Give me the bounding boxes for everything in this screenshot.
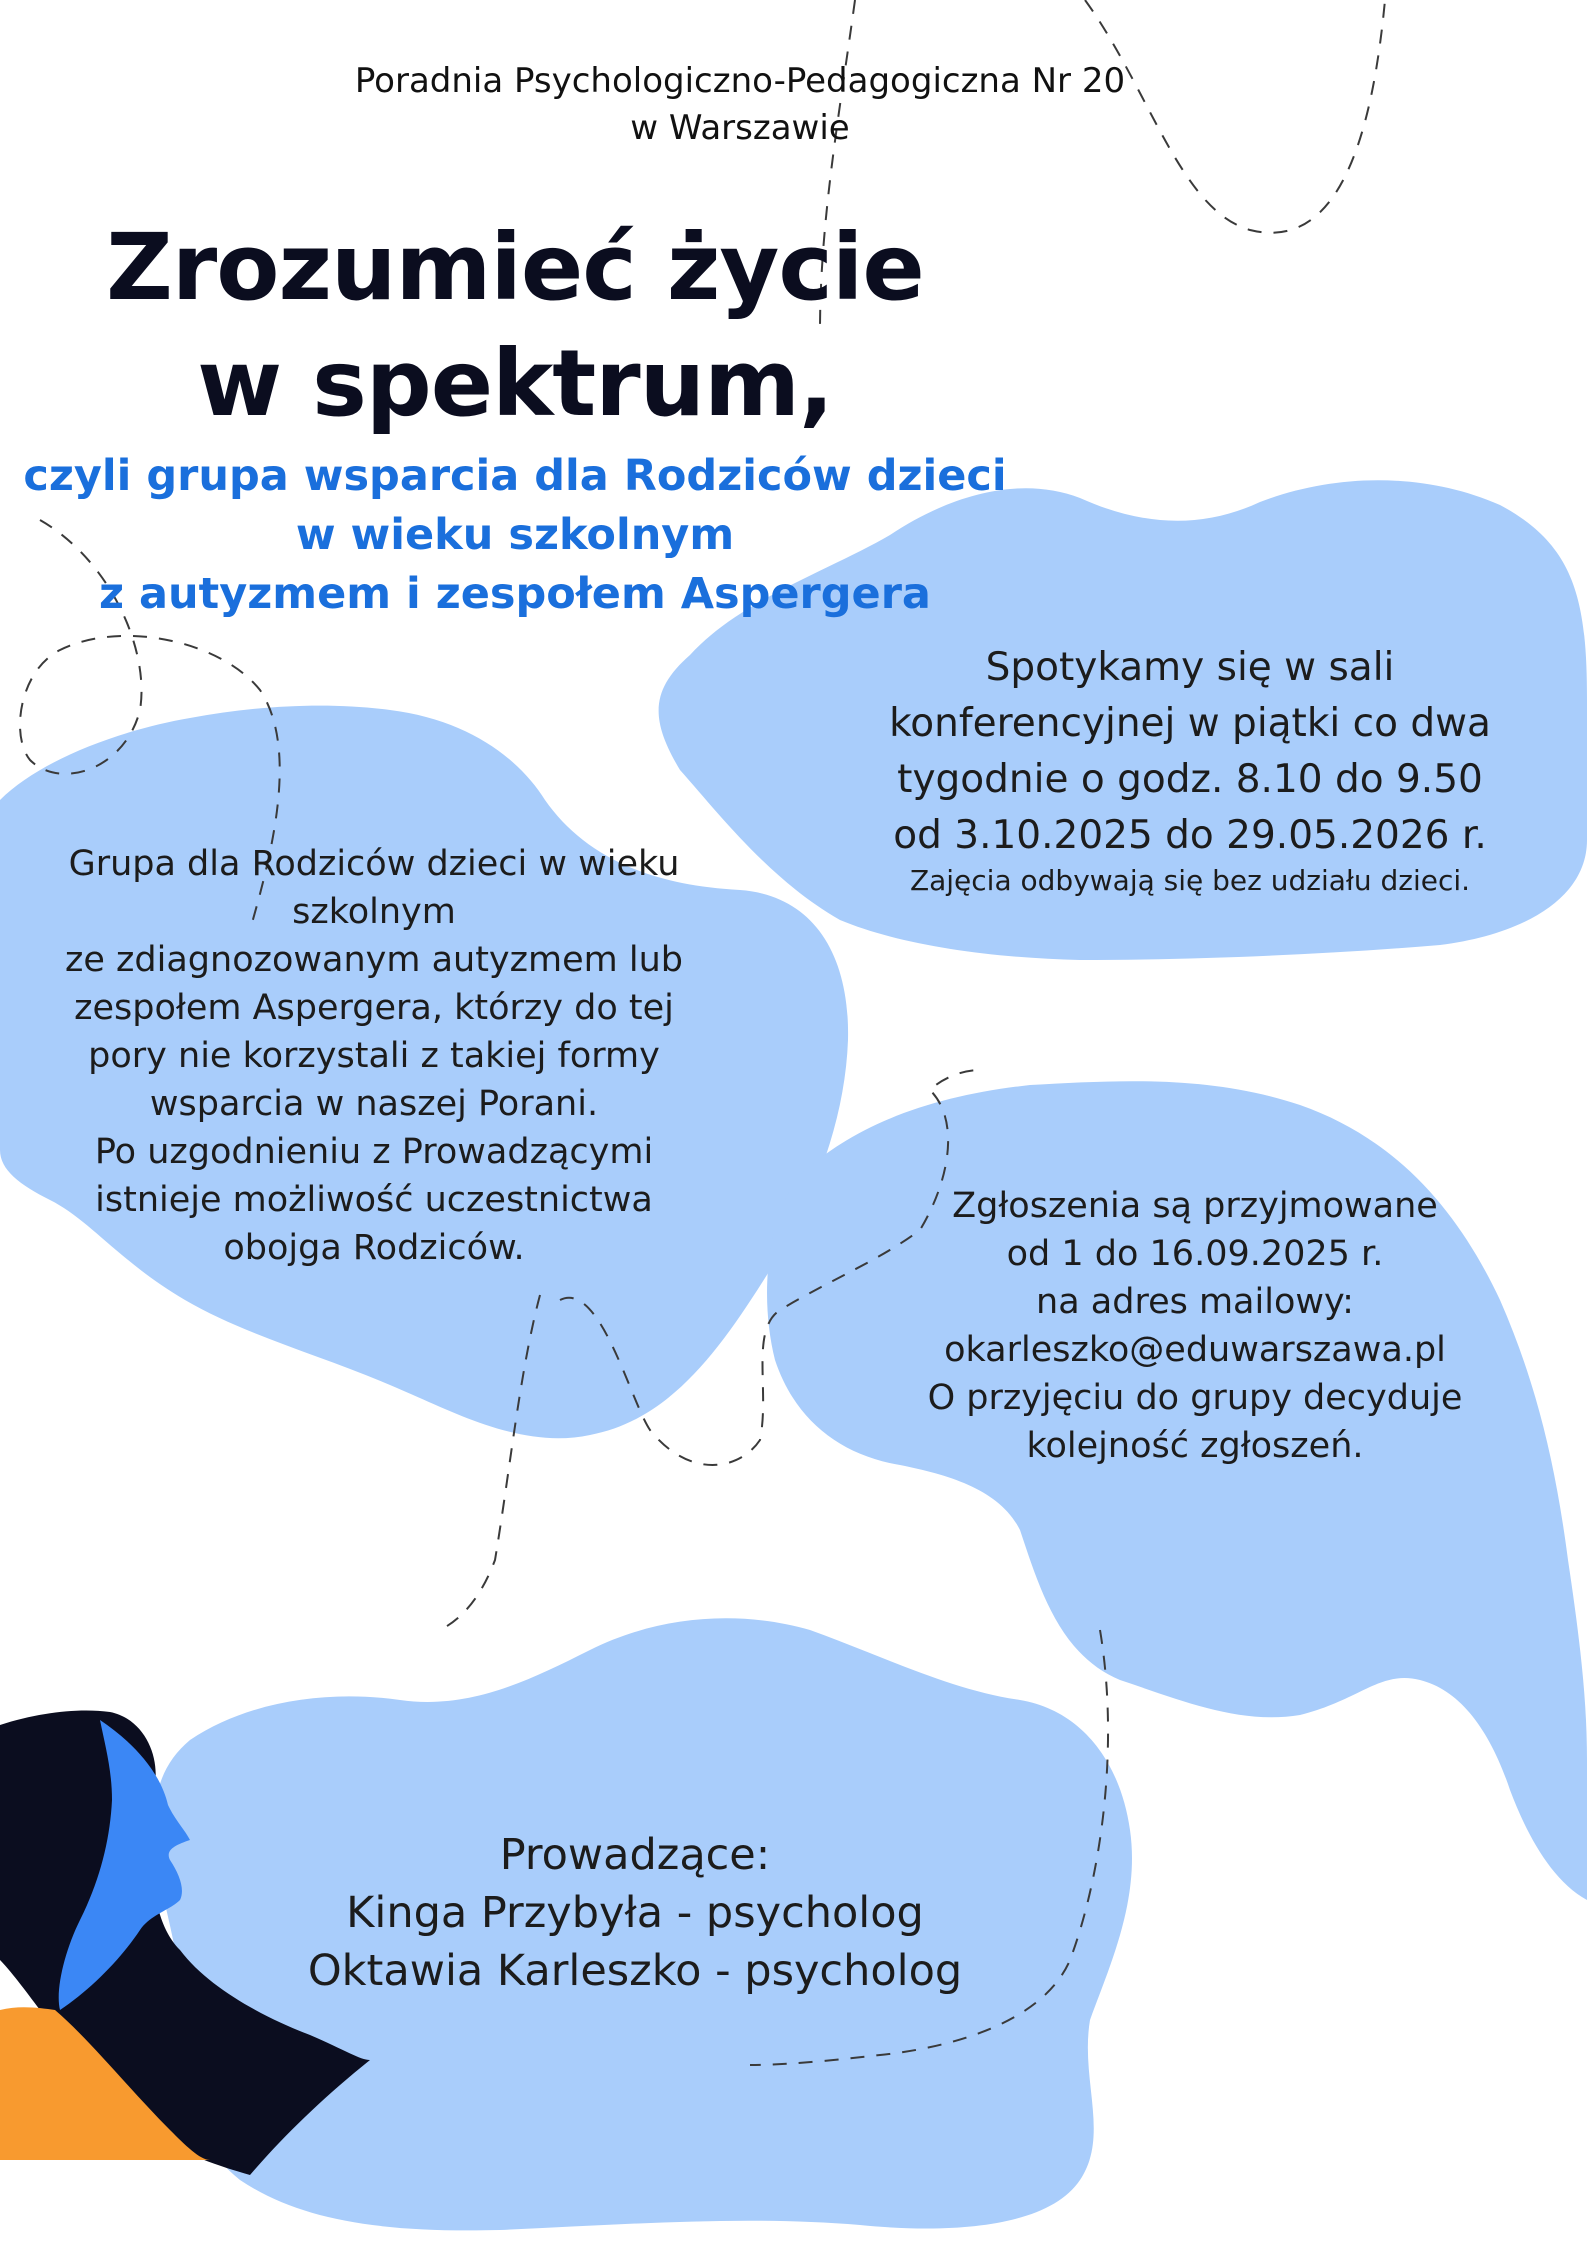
registration-info — [860, 1182, 1530, 1470]
group-line: wsparcia w naszej Porani. — [149, 1084, 599, 1124]
leaders-heading: Prowadzące: — [499, 1830, 771, 1880]
subtitle-line: czyli grupa wsparcia dla Rodziców dzieci — [23, 451, 1007, 501]
header-line: Poradnia Psychologiczno-Pedagogiczna Nr 20 — [354, 61, 1126, 101]
subtitle-line: w wieku szkolnym — [295, 510, 735, 560]
registration-line: na adres mailowy: — [1036, 1282, 1354, 1322]
group-line: Grupa dla Rodziców dzieci w wieku — [68, 844, 680, 884]
leaders-info — [240, 1826, 1030, 2000]
leader-name: Kinga Przybyła - psycholog — [346, 1888, 924, 1938]
title-line: w spektrum, — [197, 330, 833, 437]
poster-subtitle — [0, 447, 1030, 624]
group-line: istnieje możliwość uczestnictwa — [95, 1180, 653, 1220]
subtitle-line: z autyzmem i zespołem Aspergera — [99, 569, 931, 619]
meeting-line: tygodnie o godz. 8.10 do 9.50 — [897, 757, 1483, 802]
leader-name: Oktawia Karleszko - psycholog — [307, 1946, 963, 1996]
group-line: obojga Rodziców. — [223, 1228, 525, 1268]
group-line: zespołem Aspergera, którzy do tej — [74, 988, 674, 1028]
group-line: pory nie korzystali z takiej formy — [88, 1036, 660, 1076]
title-line: Zrozumieć życie — [106, 214, 924, 321]
meeting-line: Spotykamy się w sali — [985, 645, 1395, 690]
institution-header — [250, 58, 1230, 152]
meeting-note: Zajęcia odbywają się bez udziału dzieci. — [909, 864, 1471, 897]
group-description — [0, 840, 748, 1272]
group-line: szkolnym — [292, 892, 456, 932]
registration-email[interactable]: okarleszko@eduwarszawa.pl — [944, 1330, 1446, 1370]
header-line: w Warszawie — [630, 108, 850, 148]
registration-line: Zgłoszenia są przyjmowane — [952, 1186, 1438, 1226]
meeting-line: konferencyjnej w piątki co dwa — [889, 701, 1491, 746]
registration-line: od 1 do 16.09.2025 r. — [1006, 1234, 1384, 1274]
meeting-info — [800, 640, 1580, 864]
group-line: Po uzgodnieniu z Prowadzącymi — [94, 1132, 654, 1172]
meeting-line: od 3.10.2025 do 29.05.2026 r. — [893, 813, 1487, 858]
group-line: ze zdiagnozowanym autyzmem lub — [65, 940, 683, 980]
registration-line: kolejność zgłoszeń. — [1026, 1426, 1364, 1466]
poster-title — [30, 210, 1000, 442]
registration-line: O przyjęciu do grupy decyduje — [927, 1378, 1463, 1418]
